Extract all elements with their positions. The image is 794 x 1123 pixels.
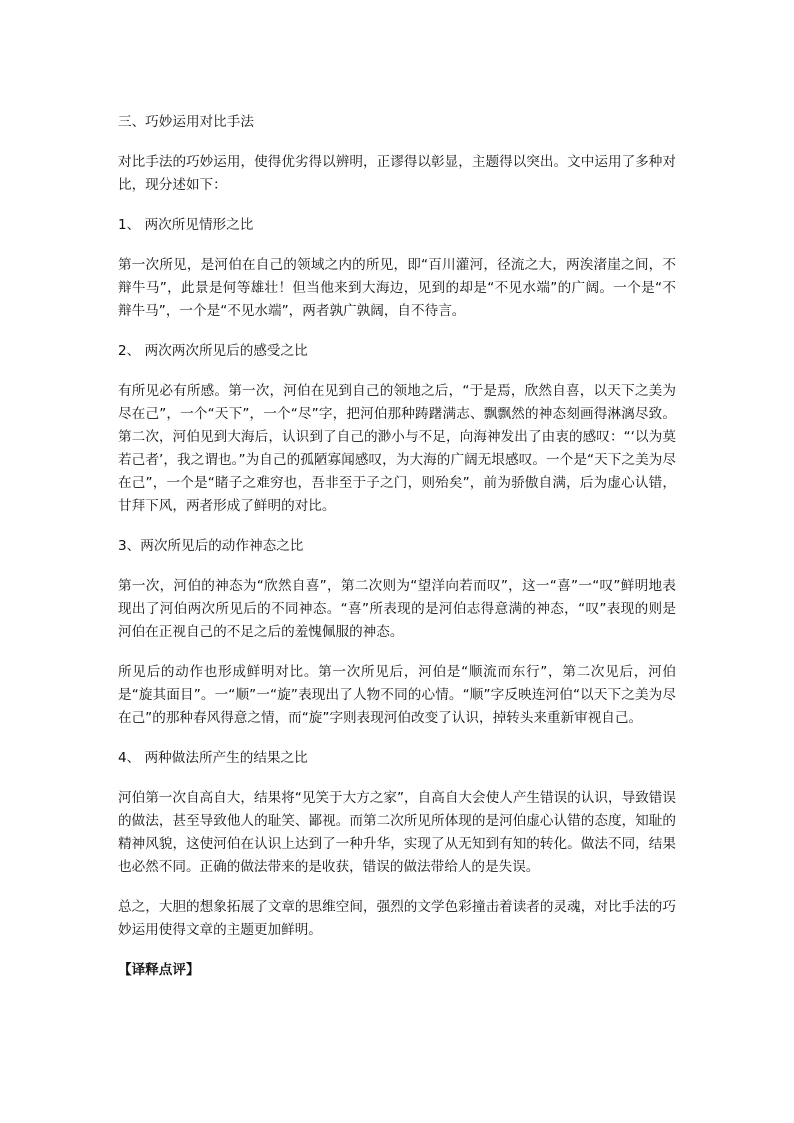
subsection-heading-1: 1、 两次所见情形之比: [118, 217, 254, 233]
subsection-heading-2: 2、 两次两次所见后的感受之比: [118, 343, 308, 359]
paragraph: 第一次，河伯的神态为“欣然自喜”，第二次则为“望洋向若而叹”，这一“喜”一“叹”鲜明地表现出了河伯两次所见后的不同神态。“喜”所表现的是河伯志得意满的神态，“叹”表现的则是河伯在正视自己的不足之后的羞愧佩服的神态。: [118, 578, 676, 640]
subsection-heading-4: 4、 两种做法所产生的结果之比: [118, 750, 308, 766]
paragraph: 所见后的动作也形成鲜明对比。第一次所见后，河伯是“顺流而东行”，第二次见后，河伯是“旋其面目”。一“顺”一“旋”表现出了人物不同的心情。“顺”字反映连河伯“以天下之美为尽在己”的那种春风得意之情，而“旋”字则表现河伯改变了认识，掉转头来重新审视自己。: [118, 664, 676, 726]
paragraph: 有所见必有所感。第一次，河伯在见到自己的领地之后，“于是焉，欣然自喜，以天下之美为尽在己”，一个“天下”，一个“尽”字，把河伯那种踌躇满志、飘飘然的神态刻画得淋漓尽致。第二次，河伯见到大海后，认识到了自己的渺小与不足，向海神发出了由衷的感叹：“‘以为莫若己者’，我之谓也。”为自己的孤陋寡闻感叹，为大海的广阔无垠感叹。一个是“天下之美为尽在己”，一个是“睹子之难穷也，吾非至于子之门，则殆矣”，前为骄傲自满，后为虚心认错，甘拜下风，两者形成了鲜明的对比。: [118, 383, 676, 514]
intro-paragraph: 对比手法的巧妙运用，使得优劣得以辨明，正谬得以彰显，主题得以突出。文中运用了多种对比，现分述如下：: [118, 154, 676, 193]
subsection-heading-3: 3、两次所见后的动作神态之比: [118, 538, 304, 554]
paragraph: 河伯第一次自高自大，结果将“见笑于大方之家”，自高自大会使人产生错误的认识，导致错误的做法，甚至导致他人的耻笑、鄙视。而第二次所见所体现的是河伯虚心认错的态度，知耻的精神风貌，这使河伯在认识上达到了一种升华，实现了从无知到有知的转化。做法不同，结果也必然不同。正确的做法带来的是收获，错误的做法带给人的是失误。: [118, 790, 676, 875]
conclusion-paragraph: 总之，大胆的想象拓展了文章的思维空间，强烈的文学色彩撞击着读者的灵魂，对比手法的巧妙运用使得文章的主题更加鲜明。: [118, 899, 676, 938]
section-title: 三、巧妙运用对比手法: [118, 114, 254, 130]
closing-heading: 【译释点评】: [118, 962, 200, 978]
paragraph: 第一次所见，是河伯在自己的领域之内的所见，即“百川灌河，径流之大，两涘渚崖之间，不辩牛马”，此景是何等雄壮！但当他来到大海边，见到的却是“不见水端”的广阔。一个是“不辩牛马”，一个是“不见水端”，两者孰广孰阔，自不待言。: [118, 257, 676, 319]
document-page: [118, 111, 676, 999]
